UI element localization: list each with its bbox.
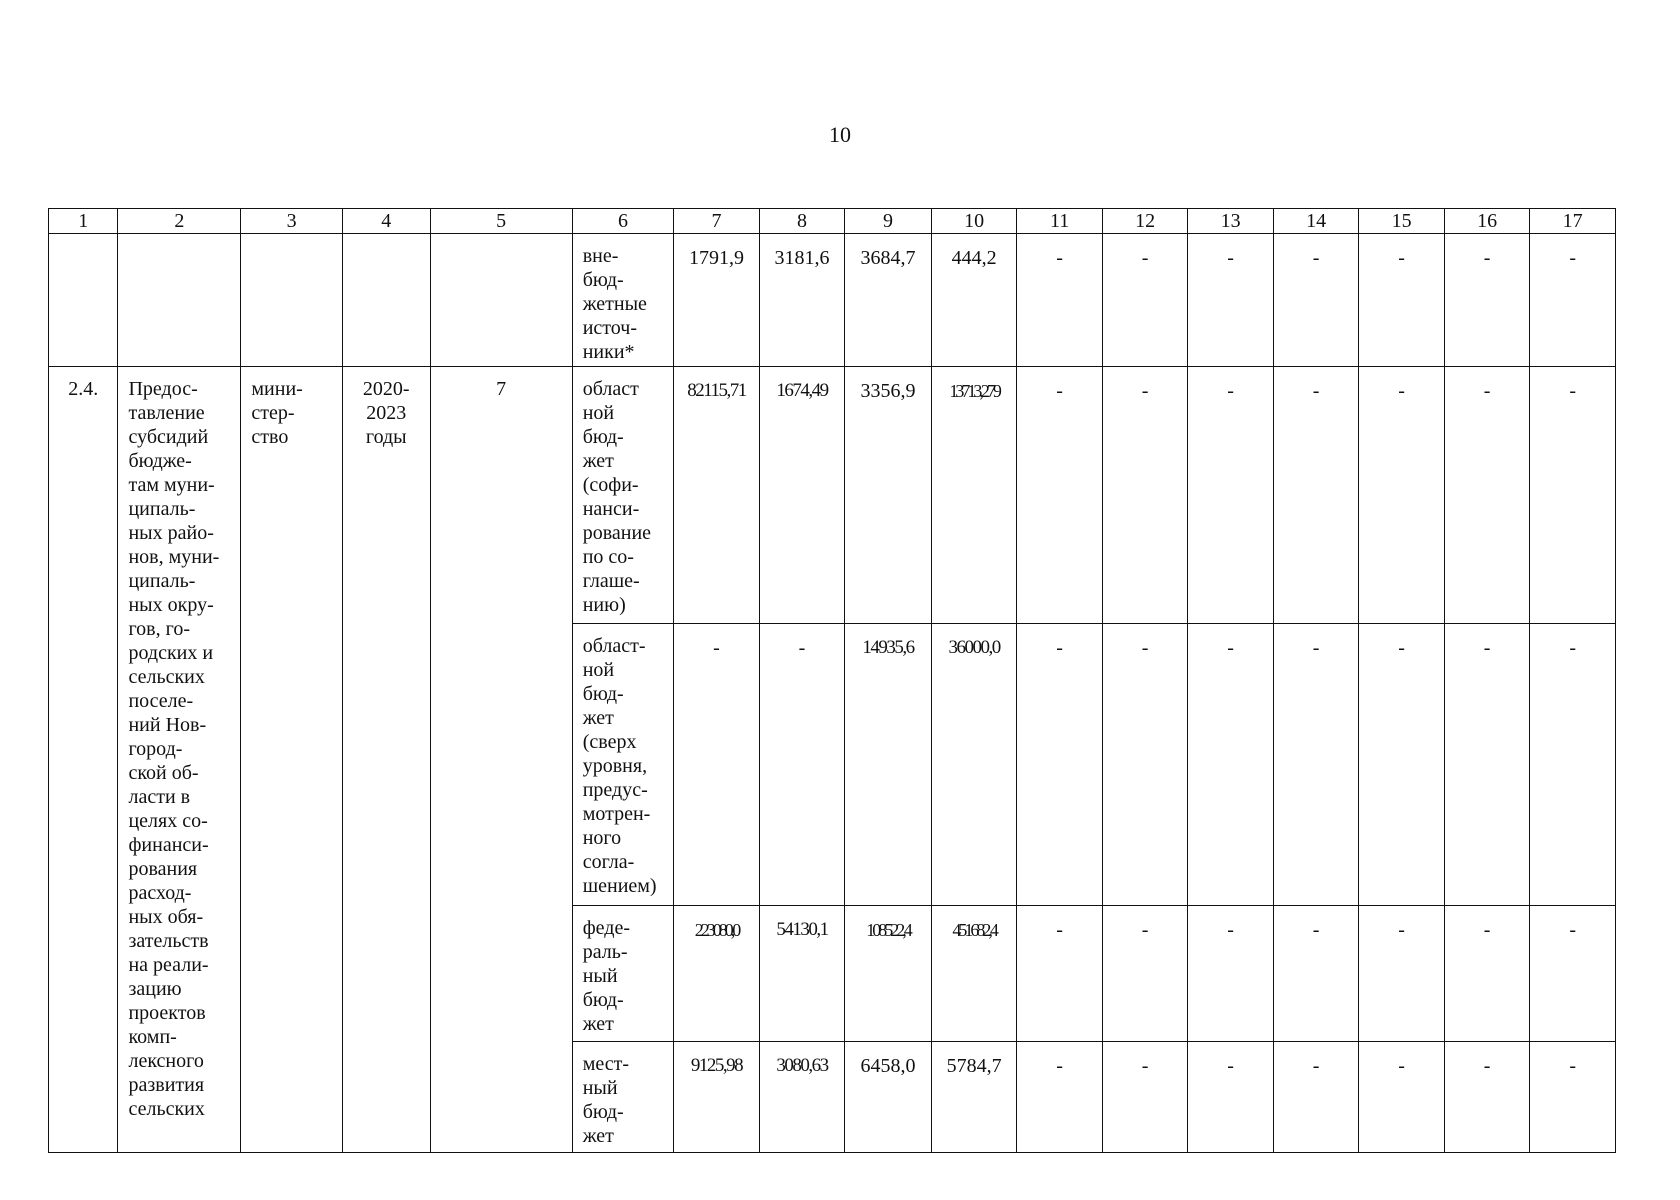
value-cell: 444,2: [931, 234, 1017, 367]
dash-cell: -: [1188, 1042, 1274, 1153]
item-number-cell: 2.4.: [49, 367, 118, 1153]
header-cell: 2: [118, 209, 241, 234]
value-cell: -: [674, 624, 760, 906]
dash-cell: -: [1444, 234, 1530, 367]
value-cell: 451682,4: [931, 906, 1017, 1042]
dash-cell: -: [1273, 906, 1359, 1042]
value-cell: 3356,9: [845, 367, 932, 624]
value-cell: 9125,98: [674, 1042, 760, 1153]
funding-source-cell: феде- раль- ный бюд- жет: [572, 906, 674, 1042]
header-cell: 4: [342, 209, 430, 234]
header-cell: 12: [1102, 209, 1188, 234]
dash-cell: -: [1102, 367, 1188, 624]
table-header-row: [49, 209, 1616, 234]
dash-cell: -: [1102, 624, 1188, 906]
dash-cell: -: [1359, 624, 1445, 906]
header-cell: 17: [1530, 209, 1616, 234]
value-cell: 3684,7: [845, 234, 932, 367]
value-cell: 1791,9: [674, 234, 760, 367]
dash-cell: -: [1530, 906, 1616, 1042]
value-cell: 223080,0: [674, 906, 760, 1042]
value-cell: 3080,63: [759, 1042, 845, 1153]
header-cell: 16: [1444, 209, 1530, 234]
dash-cell: -: [1530, 234, 1616, 367]
dash-cell: -: [1188, 234, 1274, 367]
dash-cell: -: [1359, 1042, 1445, 1153]
dash-cell: -: [1188, 367, 1274, 624]
header-cell: 9: [845, 209, 932, 234]
header-cell: 13: [1188, 209, 1274, 234]
value-cell: 6458,0: [845, 1042, 932, 1153]
dash-cell: -: [1102, 1042, 1188, 1153]
funding-source-cell: област- ной бюд- жет (сверх уровня, предус- мотрен- ного согла- шением): [572, 624, 674, 906]
header-cell: 14: [1273, 209, 1359, 234]
header-cell: 8: [759, 209, 845, 234]
value-cell: 36000,0: [931, 624, 1017, 906]
dash-cell: -: [1273, 624, 1359, 906]
dash-cell: -: [1273, 234, 1359, 367]
dash-cell: -: [1017, 624, 1103, 906]
header-cell: 7: [674, 209, 760, 234]
funding-source-cell: мест- ный бюд- жет: [572, 1042, 674, 1153]
table-row-offbudget: [49, 234, 1616, 367]
value-cell: 14935,6: [845, 624, 932, 906]
period-cell: 2020- 2023 годы: [342, 367, 430, 1153]
executor-cell: мини- стер- ство: [241, 367, 343, 1153]
dash-cell: -: [1273, 1042, 1359, 1153]
target-indicator-cell: 7: [430, 367, 572, 1153]
dash-cell: -: [1102, 906, 1188, 1042]
dash-cell: -: [1188, 624, 1274, 906]
dash-cell: -: [1444, 367, 1530, 624]
funding-source-cell: вне- бюд- жетные источ- ники*: [572, 234, 674, 367]
header-cell: 15: [1359, 209, 1445, 234]
dash-cell: -: [1530, 367, 1616, 624]
value-cell: -: [759, 624, 845, 906]
dash-cell: -: [1017, 234, 1103, 367]
value-cell: 54130,1: [759, 906, 845, 1042]
dash-cell: -: [1444, 624, 1530, 906]
dash-cell: -: [1017, 367, 1103, 624]
dash-cell: -: [1444, 1042, 1530, 1153]
header-cell: 3: [241, 209, 343, 234]
dash-cell: -: [1102, 234, 1188, 367]
dash-cell: -: [1444, 906, 1530, 1042]
value-cell: 108522,4: [845, 906, 932, 1042]
table-row-regional-cofinancing: [49, 367, 1616, 624]
value-cell: 13713,279: [931, 367, 1017, 624]
funding-source-cell: област ной бюд- жет (софи- нанси- рование по со- глаше- нию): [572, 367, 674, 624]
dash-cell: -: [1530, 1042, 1616, 1153]
dash-cell: -: [1017, 1042, 1103, 1153]
dash-cell: -: [1530, 624, 1616, 906]
header-cell: 1: [49, 209, 118, 234]
program-table: [48, 208, 1616, 1153]
value-cell: 5784,7: [931, 1042, 1017, 1153]
dash-cell: -: [1359, 367, 1445, 624]
value-cell: 1674,49: [759, 367, 845, 624]
page-number: 10: [829, 122, 851, 147]
dash-cell: -: [1273, 367, 1359, 624]
header-cell: 6: [572, 209, 674, 234]
header-cell: 10: [931, 209, 1017, 234]
item-name-cell: Предос- тавление субсидий бюдже- там муни- ципаль- ных райо- нов, муни- ципаль- ных окру- гов, го- родских и сельских поселе- ний Нов- город- ской об- ласти в целях со- финанси- рования расход- ных обя- зательств на реали- зацию проектов комп- лексного развития сельских: [118, 367, 241, 1153]
dash-cell: -: [1017, 906, 1103, 1042]
header-cell: 11: [1017, 209, 1103, 234]
value-cell: 82115,71: [674, 367, 760, 624]
dash-cell: -: [1359, 906, 1445, 1042]
dash-cell: -: [1359, 234, 1445, 367]
value-cell: 3181,6: [759, 234, 845, 367]
dash-cell: -: [1188, 906, 1274, 1042]
header-cell: 5: [430, 209, 572, 234]
